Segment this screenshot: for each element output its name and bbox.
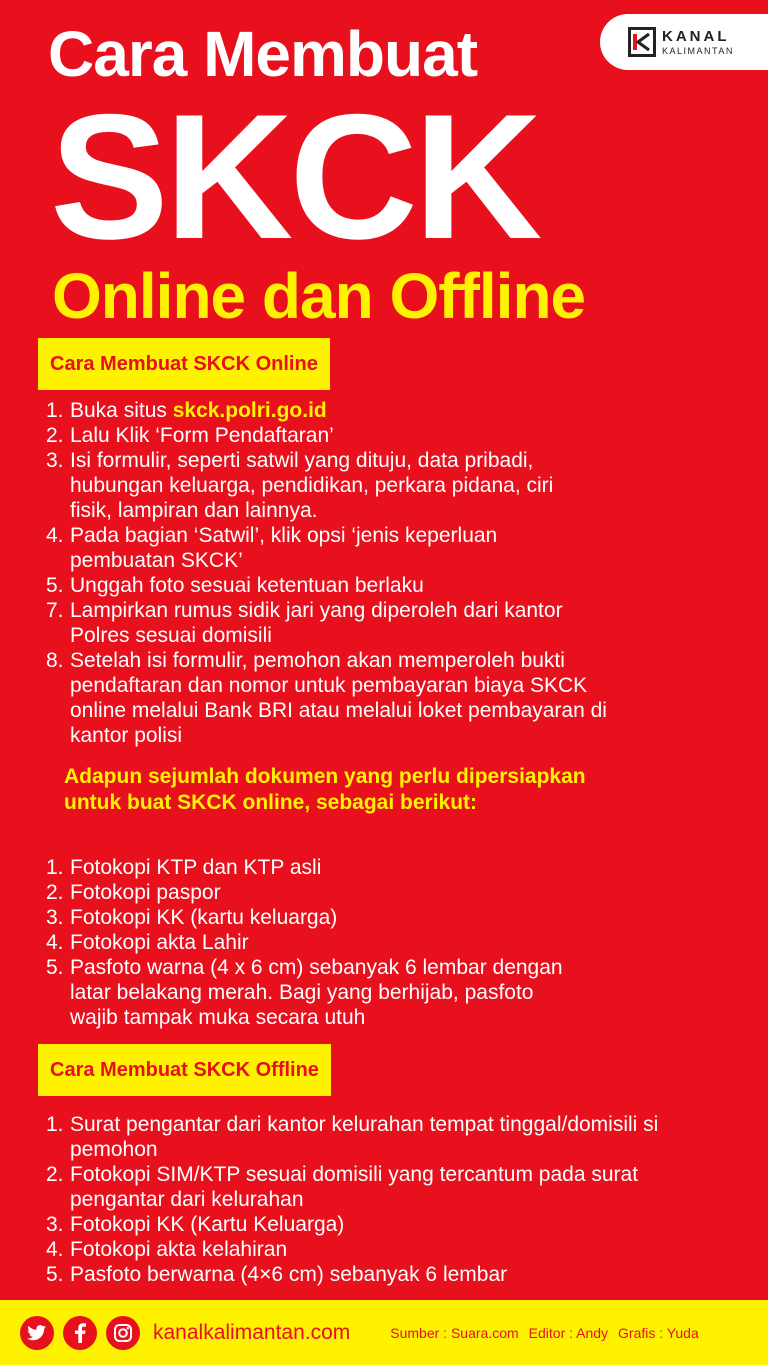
documents-list	[46, 855, 726, 1030]
item-text: Lampirkan rumus sidik jari yang diperoleh dari kantor Polres sesuai domisili	[70, 599, 563, 647]
logo-sub: KALIMANTAN	[662, 45, 734, 56]
item-number: 8.	[46, 649, 64, 672]
item-text: Lalu Klik ‘Form Pendaftaran’	[70, 424, 334, 447]
item-number: 5.	[46, 574, 64, 597]
item-number: 7.	[46, 599, 64, 622]
item-number: 3.	[46, 906, 64, 929]
instagram-icon[interactable]	[106, 1316, 140, 1350]
twitter-icon[interactable]	[20, 1316, 54, 1350]
list-item	[46, 1262, 726, 1287]
item-text: Pasfoto berwarna (4×6 cm) sebanyak 6 lembar	[70, 1263, 508, 1286]
site-link[interactable]: kanalkalimantan.com	[153, 1320, 351, 1344]
list-item	[46, 955, 726, 1030]
kanal-k-icon	[628, 27, 656, 57]
list-item	[46, 1212, 726, 1237]
title-line-1: Cara Membuat	[48, 18, 477, 90]
list-item	[46, 398, 726, 423]
item-text: Surat pengantar dari kantor kelurahan tempat tinggal/domisili si pemohon	[70, 1113, 659, 1161]
list-item	[46, 598, 726, 648]
item-number: 1.	[46, 856, 64, 879]
item-text: Fotokopi KK (Kartu Keluarga)	[70, 1213, 345, 1236]
title-line-3: Online dan Offline	[52, 260, 586, 332]
list-item	[46, 855, 726, 880]
item-text: Fotokopi KK (kartu keluarga)	[70, 906, 338, 929]
offline-steps-list	[46, 1112, 726, 1287]
online-section-label: Cara Membuat SKCK Online	[38, 338, 330, 390]
item-number: 3.	[46, 1213, 64, 1236]
list-item	[46, 648, 726, 748]
list-item	[46, 573, 726, 598]
list-item	[46, 880, 726, 905]
offline-section-label: Cara Membuat SKCK Offline	[38, 1044, 331, 1096]
title-line-2: SKCK	[50, 77, 539, 276]
item-number: 4.	[46, 524, 64, 547]
item-text: Pasfoto warna (4 x 6 cm) sebanyak 6 lembar dengan latar belakang merah. Bagi yang berhijab, pasfoto wajib tampak muka secara utuh	[70, 956, 563, 1029]
item-number: 1.	[46, 1113, 64, 1136]
brand-logo	[600, 14, 768, 70]
item-text: Fotokopi akta kelahiran	[70, 1238, 288, 1261]
list-item	[46, 905, 726, 930]
list-item	[46, 1162, 726, 1212]
list-item	[46, 1237, 726, 1262]
list-item	[46, 930, 726, 955]
item-text: Buka situs	[70, 399, 173, 422]
item-number: 4.	[46, 1238, 64, 1261]
list-item	[46, 523, 726, 573]
documents-intro: Adapun sejumlah dokumen yang perlu dipersiapkan untuk buat SKCK online, sebagai berikut:	[64, 765, 586, 814]
source-credit: Sumber : Suara.com	[390, 1324, 519, 1341]
logo-brand: KANAL	[662, 27, 730, 45]
item-number: 3.	[46, 449, 64, 472]
item-number: 2.	[46, 1163, 64, 1186]
list-item	[46, 1112, 726, 1162]
item-number: 5.	[46, 1263, 64, 1286]
editor-credit: Editor : Andy	[528, 1324, 609, 1341]
online-steps-list	[46, 398, 726, 748]
list-item	[46, 448, 726, 523]
graphics-credit: Grafis : Yuda	[618, 1324, 699, 1341]
item-text: Isi formulir, seperti satwil yang dituju, data pribadi, hubungan keluarga, pendidikan, perkara pidana, ciri fisik, lampiran dan lainnya.	[70, 449, 554, 522]
skck-site-link[interactable]: skck.polri.go.id	[172, 399, 327, 422]
item-text: Fotokopi paspor	[70, 881, 221, 904]
item-number: 1.	[46, 399, 64, 422]
item-text: Setelah isi formulir, pemohon akan memperoleh bukti pendaftaran dan nomor untuk pembayaran biaya SKCK online melalui Bank BRI atau melalui loket pembayaran di kantor polisi	[70, 649, 607, 747]
item-number: 2.	[46, 881, 64, 904]
item-text: Fotokopi SIM/KTP sesuai domisili yang tercantum pada surat pengantar dari kelurahan	[70, 1163, 639, 1211]
item-number: 4.	[46, 931, 64, 954]
item-number: 5.	[46, 956, 64, 979]
item-number: 2.	[46, 424, 64, 447]
item-text: Fotokopi akta Lahir	[70, 931, 249, 954]
item-text: Fotokopi KTP dan KTP asli	[70, 856, 322, 879]
list-item	[46, 423, 726, 448]
facebook-icon[interactable]	[63, 1316, 97, 1350]
item-text: Pada bagian ‘Satwil’, klik opsi ‘jenis keperluan pembuatan SKCK’	[70, 524, 498, 572]
footer-bar	[0, 1300, 768, 1365]
item-text: Unggah foto sesuai ketentuan berlaku	[70, 574, 424, 597]
